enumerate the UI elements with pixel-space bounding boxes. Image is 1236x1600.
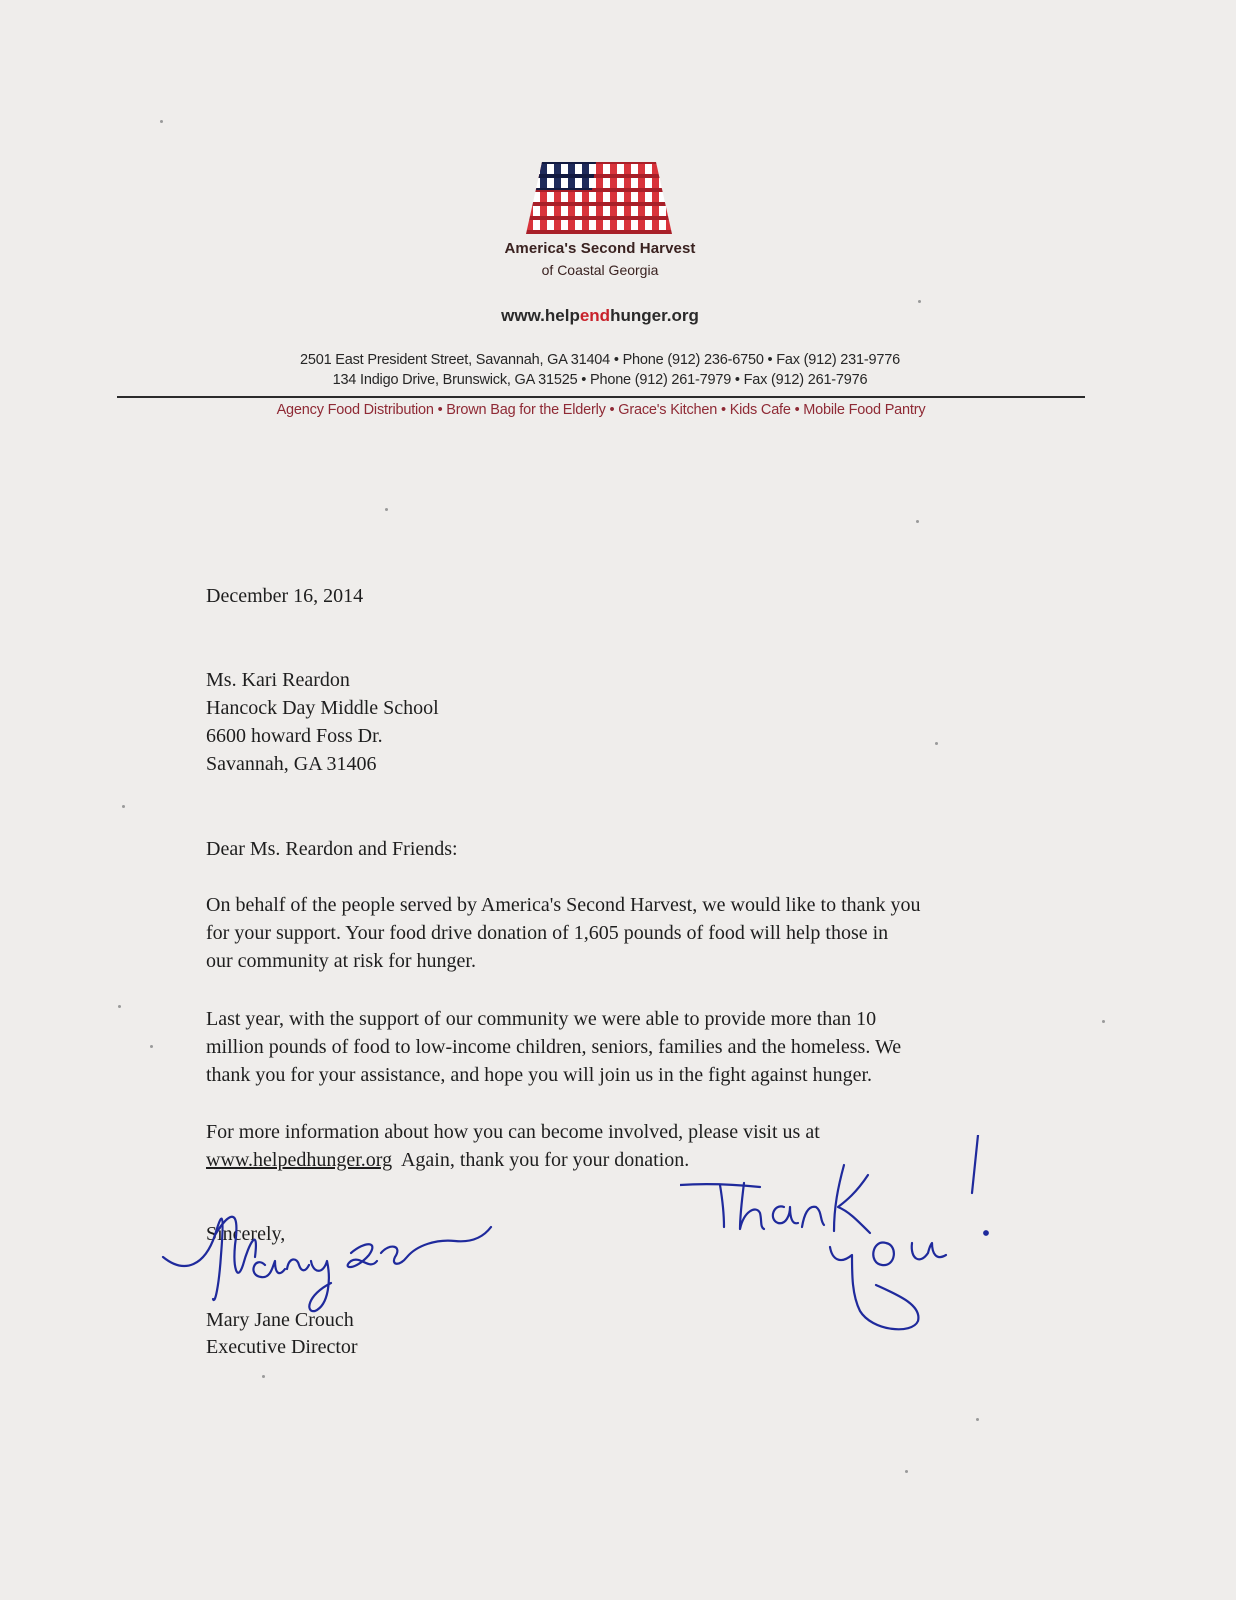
website-link[interactable]: www.helpedhunger.org [206,1149,393,1171]
org-name: America's Second Harvest [504,240,696,257]
paragraph-thanks [206,891,1006,975]
scan-speck [118,1005,121,1008]
address-line-savannah: 2501 East President Street, Savannah, GA 31404 • Phone (912) 236-6750 • Fax (912) 231-9776 [300,352,900,368]
recipient-school: Hancock Day Middle School [206,697,439,719]
letterhead-divider [117,396,1085,398]
signer-name: Mary Jane Crouch [206,1309,354,1331]
paragraph-line: www.helpedhunger.org Again, thank you for your donation. [206,1149,690,1171]
closing: Sincerely, [206,1223,286,1245]
second-harvest-logo [526,160,672,240]
paragraph-line: for your support. Your food drive donation of 1,605 pounds of food will help those in [206,922,889,944]
letterhead-website[interactable]: www.helpendhunger.org [501,306,699,325]
paragraph-line: million pounds of food to low-income children, seniors, families and the homeless. We [206,1036,902,1058]
paragraph-line: thank you for your assistance, and hope you will join us in the fight against hunger. [206,1064,872,1086]
scan-speck [916,520,919,523]
scan-speck [905,1470,908,1473]
scan-speck [918,300,921,303]
handwritten-signature [155,1195,500,1325]
salutation: Dear Ms. Reardon and Friends: [206,838,458,860]
scan-speck [385,508,388,511]
recipient-street: 6600 howard Foss Dr. [206,725,383,747]
address-line-brunswick: 134 Indigo Drive, Brunswick, GA 31525 • Phone (912) 261-7979 • Fax (912) 261-7976 [332,372,868,388]
signer-title: Executive Director [206,1336,358,1358]
scan-speck [160,120,163,123]
paragraph-line: On behalf of the people served by America's Second Harvest, we would like to thank you [206,894,921,916]
org-subtitle: of Coastal Georgia [541,262,659,278]
scan-speck [976,1418,979,1421]
paragraph-line: our community at risk for hunger. [206,950,476,972]
paragraph-line: Last year, with the support of our community we were able to provide more than 10 [206,1008,877,1030]
recipient-name: Ms. Kari Reardon [206,669,350,691]
scan-speck [935,742,938,745]
scan-speck [262,1375,265,1378]
recipient-address [206,666,439,778]
scan-speck [1102,1020,1105,1023]
recipient-city: Savannah, GA 31406 [206,753,377,775]
paragraph-line: For more information about how you can become involved, please visit us at [206,1121,820,1143]
paragraph-impact [206,1005,1006,1089]
program-list: Agency Food Distribution • Brown Bag for the Elderly • Grace's Kitchen • Kids Cafe • Mobile Food Pantry [276,402,926,418]
letter-date: December 16, 2014 [206,585,364,607]
handwritten-thank-you-note [680,1135,1020,1345]
scan-speck [150,1045,153,1048]
scan-speck [122,805,125,808]
